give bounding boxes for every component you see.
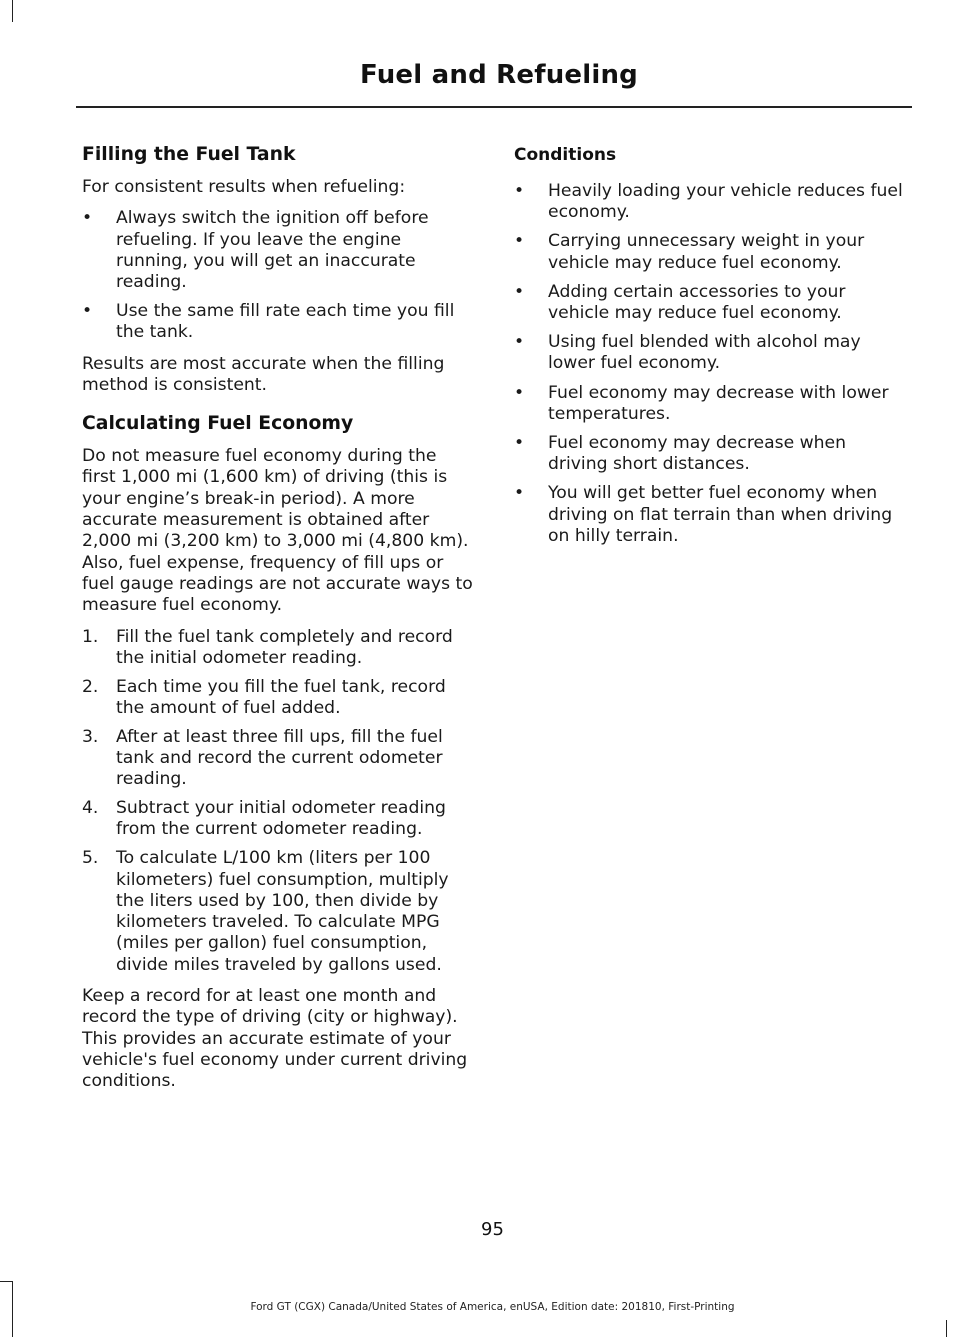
bullet-marker: • (514, 281, 525, 302)
edition-footer: Ford GT (CGX) Canada/United States of America, enUSA, Edition date: 201810, First-Printing (250, 1301, 735, 1313)
bullet-marker: • (82, 300, 93, 321)
list-item-text: Fuel economy may decrease with lower temperatures. (548, 382, 889, 424)
right-column (514, 143, 907, 557)
list-item-text: Using fuel blended with alcohol may lower fuel economy. (548, 332, 861, 374)
list-item (82, 301, 475, 344)
list-item (514, 332, 907, 375)
list-item (514, 282, 907, 325)
list-item-text: Heavily loading your vehicle reduces fuel economy. (548, 181, 903, 223)
list-item-text: Use the same fill rate each time you fill the tank. (116, 300, 455, 343)
list-item-text: Fuel economy may decrease when driving short distances. (548, 432, 847, 475)
list-item-text: Always switch the ignition off before refueling. If you leave the engine running, you will get an inaccurate reading. (116, 208, 429, 293)
bullet-marker: • (514, 181, 525, 201)
step-number: 1. (82, 626, 99, 647)
list-item (82, 798, 475, 841)
step-number: 2. (82, 676, 99, 697)
list-item-text: Carrying unnecessary weight in your vehicle may reduce fuel economy. (548, 231, 865, 273)
section-heading-filling: Filling the Fuel Tank (82, 144, 296, 165)
filling-closing: Results are most accurate when the filling method is consistent. (82, 353, 445, 395)
crop-mark-top-left (12, 0, 13, 22)
bullet-marker: • (514, 483, 525, 504)
step-number: 3. (82, 726, 99, 747)
section-heading-calculating: Calculating Fuel Economy (82, 413, 354, 435)
list-item (82, 627, 475, 670)
bullet-marker: • (82, 208, 93, 229)
list-item (82, 848, 475, 976)
left-column (82, 143, 475, 1102)
bullet-marker: • (514, 231, 525, 252)
crop-mark-bottom-right (946, 1320, 947, 1337)
bullet-marker: • (514, 432, 525, 453)
list-item (514, 231, 907, 274)
bullet-marker: • (514, 332, 525, 353)
list-item (82, 727, 475, 791)
page-number: 95 (481, 1219, 504, 1240)
calculating-steps-list (82, 627, 475, 976)
calculating-closing: Keep a record for at least one month and record the type of driving (city or highway). This provides an accurate estimate of your vehicle's fuel economy under current driving conditions. (82, 986, 468, 1092)
list-item-text: After at least three fill ups, fill the fuel tank and record the current odometer reading. (116, 726, 443, 790)
list-item (514, 383, 907, 426)
list-item (514, 181, 907, 224)
list-item-text: You will get better fuel economy when driving on flat terrain than when driving on hilly terrain. (548, 483, 893, 546)
list-item (514, 483, 907, 547)
list-item-text: Fill the fuel tank completely and record the initial odometer reading. (116, 626, 453, 668)
list-item-text: Adding certain accessories to your vehicle may reduce fuel economy. (548, 281, 846, 324)
calculating-intro: Do not measure fuel economy during the first 1,000 mi (1,600 km) of driving (this is your engine’s break-in period). A more accurate measurement is obtained after 2,000 mi (3,200 km) to 3,000 mi (4,800 km). Also, fuel expense, frequency of fill ups or fuel gauge readings are not accurate ways to measure fuel economy. (82, 446, 473, 616)
step-number: 4. (82, 798, 99, 819)
list-item (82, 677, 475, 720)
header-divider (76, 106, 912, 108)
list-item-text: Subtract your initial odometer reading from the current odometer reading. (116, 798, 446, 840)
filling-intro: For consistent results when refueling: (82, 177, 406, 197)
section-heading-conditions: Conditions (514, 145, 617, 165)
crop-mark-bottom-left-horizontal (0, 1281, 13, 1282)
page-title: Fuel and Refueling (360, 60, 638, 90)
bullet-marker: • (514, 382, 525, 403)
filling-bullet-list (82, 208, 475, 343)
list-item (82, 208, 475, 293)
list-item-text: To calculate L/100 km (liters per 100 kilometers) fuel consumption, multiply the liters used by 100, then divide by kilometers traveled. To calculate MPG (miles per gallon) fuel consumption, divide miles traveled by gallons used. (116, 848, 449, 975)
step-number: 5. (82, 848, 99, 869)
list-item-text: Each time you fill the fuel tank, record the amount of fuel added. (116, 676, 446, 718)
conditions-bullet-list (514, 181, 907, 547)
list-item (514, 433, 907, 476)
